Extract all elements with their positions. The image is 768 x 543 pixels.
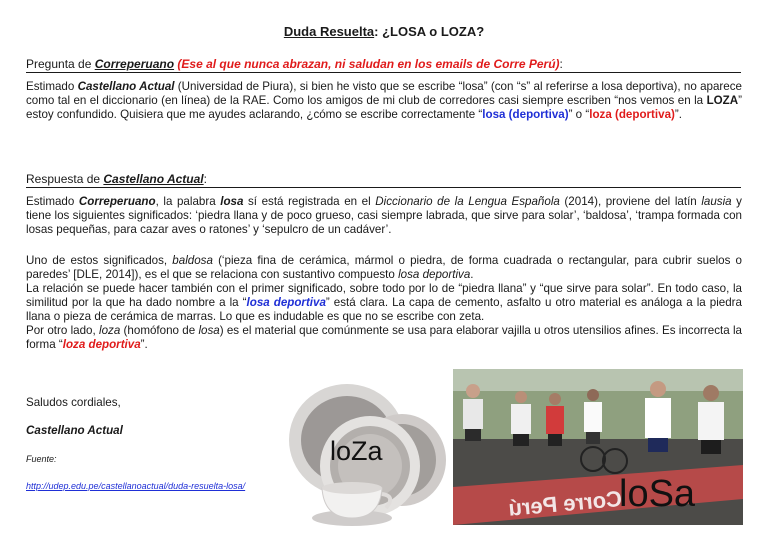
answer-text: Por otro lado, — [26, 324, 99, 337]
page-title — [0, 24, 768, 39]
answer-paragraph-1 — [26, 195, 742, 237]
answer-addressee: Correperuano — [78, 195, 156, 208]
answer-author: Castellano Actual — [103, 172, 204, 186]
term-losa-deportiva: losa deportiva — [398, 268, 471, 281]
answer-text: (homófono de — [120, 324, 199, 337]
plates-label: loZa — [330, 436, 383, 466]
term-losa: losa — [220, 195, 244, 208]
question-text: (Universidad de Piura), si bien he visto que se escribe “losa” (con “s” al referirse a losa deportiva), no aparece como tal en el diccionario (en línea) de la RAE. Como los amigos de mi club de corredores casi siempre escriben “nos vemos en la — [26, 80, 742, 107]
title-prefix: Duda Resuelta — [283, 24, 375, 39]
question-loza-caps: LOZA — [706, 94, 739, 107]
question-author: Correperuano — [94, 57, 175, 71]
question-colon: : — [559, 57, 563, 71]
term-loza-deportiva-incorrect: loza deportiva — [62, 338, 141, 351]
answer-text: ”. — [140, 338, 148, 351]
answer-text: y tiene los siguientes significados: ‘piedra llana y de poco grueso, casi siempre labrada, que sirve para solar’, ‘baldosa’, ‘trampa formada con losas pequeñas, para cazar aves o ratones’ y ‘sepulcro de un cadáver’. — [26, 195, 742, 236]
greeting: Saludos cordiales, — [26, 396, 121, 409]
question-text: ” o “ — [568, 108, 590, 121]
option-losa: losa (deportiva) — [482, 108, 569, 121]
photo-label: loSa — [619, 473, 696, 515]
answer-text: , la palabra — [155, 195, 221, 208]
question-text: Estimado — [26, 80, 78, 93]
answer-colon: : — [203, 172, 207, 186]
runners-photo — [453, 369, 743, 525]
tableware-image — [282, 378, 452, 528]
answer-paragraph-2 — [26, 254, 742, 352]
term-losa-homophone: losa — [198, 324, 220, 337]
answer-text: ) es el material que comúnmente se usa para elaborar vajilla u otros utensilios afines. Es incorrecta la forma “ — [26, 324, 742, 351]
answer-text: Estimado — [26, 195, 79, 208]
answer-text: . — [470, 268, 474, 281]
option-loza: loza (deportiva) — [589, 108, 675, 121]
question-text: ” estoy confundido. Quisiera que me ayudes aclarando, ¿cómo se escribe correctamente “ — [26, 94, 742, 121]
answer-text: sí está registrada en el — [243, 195, 376, 208]
cup-rim — [322, 482, 382, 494]
sky — [453, 369, 743, 391]
question-addressee: Castellano Actual — [77, 80, 175, 93]
term-loza: loza — [99, 324, 121, 337]
question-note: (Ese al que nunca abrazan, ni saludan en los emails de Corre Perú) — [174, 57, 560, 71]
signature: Castellano Actual — [26, 424, 123, 437]
runners-illustration — [453, 369, 743, 525]
source-link[interactable]: http://udep.edu.pe/castellanoactual/duda-resuelta-losa/ — [26, 481, 246, 491]
answer-text: (2014), proviene del latín — [559, 195, 702, 208]
term-losa-deportiva-highlight: losa deportiva — [246, 296, 326, 309]
answer-text: La relación se puede hacer también con el primer significado, sobre todo por lo de “piedra llana” y “que sirve para solar”. En todo caso, la similitud por la que ha dado nombre a la “ — [26, 282, 742, 309]
answer-text: Uno de estos significados, — [26, 254, 173, 267]
answer-label: Respuesta de — [26, 172, 104, 186]
question-body — [26, 80, 742, 122]
answer-text: ” está clara. La capa de cemento, asfalto u otro material es análoga a la piedra llana o pieza de cerámica de marras. Lo que es indudable es que no se escribe con zeta. — [26, 296, 742, 323]
dictionary-name: Diccionario de la Lengua Española — [375, 195, 560, 208]
term-baldosa: baldosa — [172, 254, 213, 267]
source-label: Fuente: — [26, 454, 57, 464]
latin-root: lausia — [701, 195, 732, 208]
question-label: Pregunta de — [26, 57, 95, 71]
title-question: : ¿LOSA o LOZA? — [374, 24, 485, 39]
answer-text: (‘pieza fina de cerámica, mármol o piedra, de forma cuadrada o rectangular, para cubrir suelos o paredes’ [DLE, 2014]), es el que se relaciona con sustantivo compuesto — [26, 254, 742, 281]
question-header — [26, 57, 741, 73]
question-text: ”. — [674, 108, 682, 121]
answer-header — [26, 172, 741, 188]
banner-text: Corre Perú — [507, 486, 623, 521]
